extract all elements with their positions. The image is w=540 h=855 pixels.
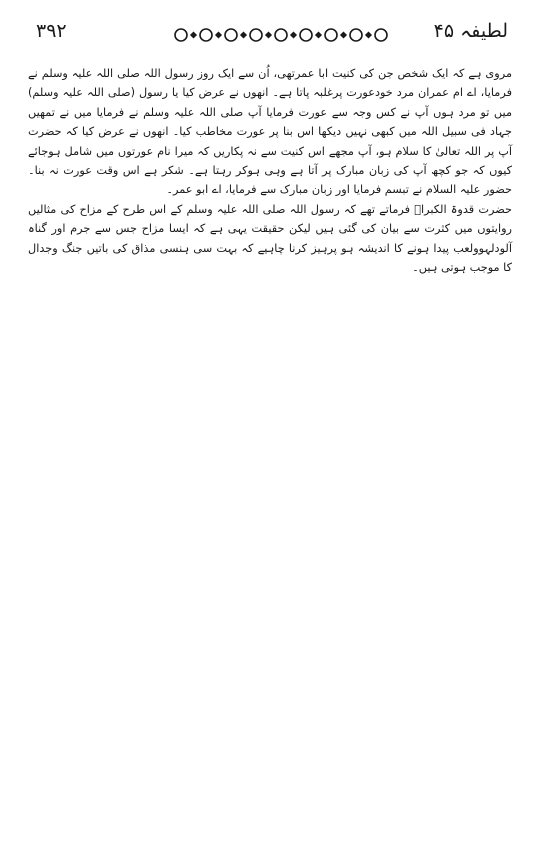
ornament-diamond	[265, 31, 272, 38]
ornament-ring	[250, 29, 262, 41]
section-title: لطیفہ ۴۵	[433, 20, 508, 42]
ornament-diamond	[315, 31, 322, 38]
ornament-ring	[350, 29, 362, 41]
ornament-diamond	[290, 31, 297, 38]
decorative-ornament-chain	[171, 26, 391, 44]
ornament-diamond	[365, 31, 372, 38]
ornament-ring	[300, 29, 312, 41]
page-number: ۳۹۲	[36, 20, 67, 42]
ornament-diamond	[340, 31, 347, 38]
paragraph-1: مروی ہے کہ ایک شخص جن کی کنیت ابا عمرتھی، اُن سے ایک روز رسول اللہ صلی اللہ علیہ وسلم نے فرمایا، اے ام عمران مرد خودعورت پرغلبہ پاتا ہے۔ انھوں نے عرض کیا یا رسول (صلی اللہ علیہ وسلم) میں تو مرد ہوں آپ نے کس وجہ سے عورت فرمایا آپ صلی اللہ علیہ وسلم نے فرمایا میں نے تمھیں جہاد فی سبیل اللہ میں کبھی نہیں دیکھا اس بنا پر عورت مخاطب کیا۔ انھوں نے عرض کیا کہ حضرت آپ پر اللہ تعالیٰ کا سلام ہو، آپ مجھے اس کنیت سے نہ پکاریں کہ میرا نام عورتوں میں شامل ہوجائے کیوں کہ جو کچھ آپ کی زبان مبارک پر آتا ہے وہی ہوکر رہتا ہے۔ شکر ہے اس وقت عورت نہ بنا۔ حضور علیہ السلام نے تبسم فرمایا اور زبان مبارک سے فرمایا، اے ابو عمر۔	[28, 67, 512, 197]
ornament-diamond	[190, 31, 197, 38]
body-text	[28, 64, 512, 277]
ornament-ring	[275, 29, 287, 41]
ornament-diamond	[240, 31, 247, 38]
ornament-ring	[175, 29, 187, 41]
paragraph-2: حضرت قدوۃ الکبراؒ فرماتے تھے کہ رسول اللہ صلی اللہ علیہ وسلم کے اس طرح کے مزاح کی مثالیں روایتوں میں کثرت سے بیان کی گئی ہیں لیکن حقیقت یہی ہے کہ ایسا مزاح جس سے جرم اور گناہ آلودلہوولعب پیدا ہونے کا اندیشہ ہو پرہیز کرنا چاہیے کہ بہت سی ہنسی مذاق کی باتیں جنگ وجدال کا موجب ہوتی ہیں۔	[28, 202, 512, 275]
page-header	[30, 18, 510, 48]
ornament-ring	[375, 29, 387, 41]
ornament-ring	[200, 29, 212, 41]
ornament-diamond	[215, 31, 222, 38]
ornament-ring	[225, 29, 237, 41]
ornament-ring	[325, 29, 337, 41]
